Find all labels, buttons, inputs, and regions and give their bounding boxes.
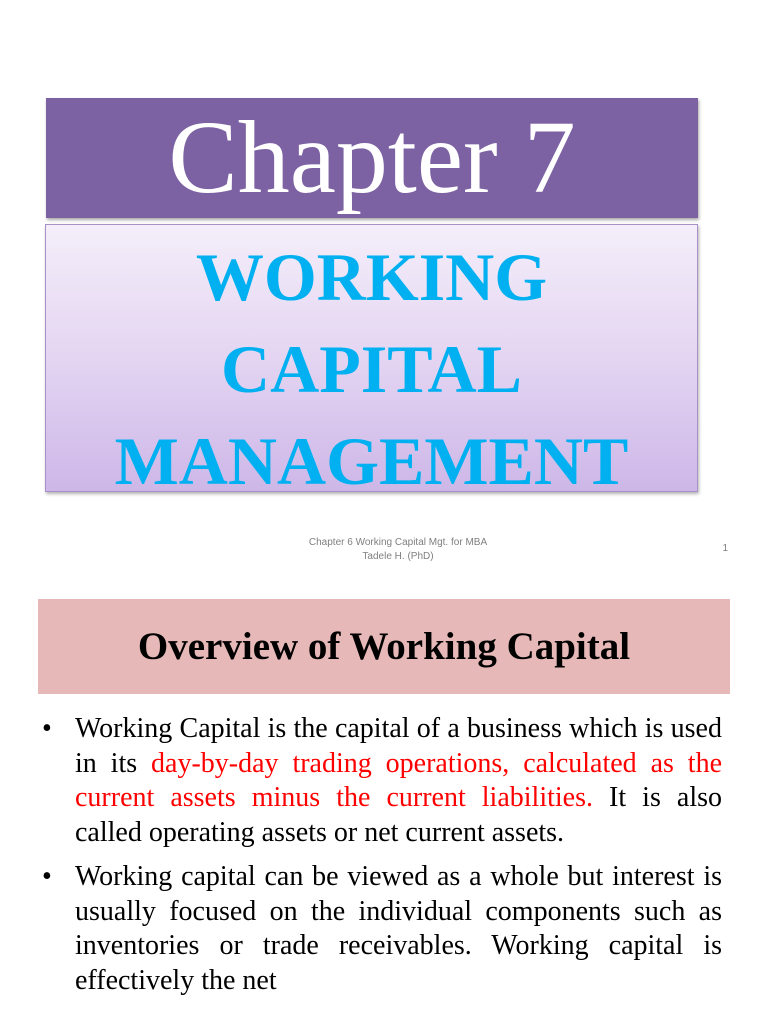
title-line-3: MANAGEMENT	[114, 423, 629, 499]
bullet-marker: •	[42, 861, 52, 892]
chapter-title-box	[45, 224, 698, 499]
bullet-marker: •	[42, 713, 52, 744]
chapter-label: Chapter 7	[168, 100, 576, 215]
highlighted-definition: day-by-day trading operations, calculated as the current assets minus the current liabilities.	[75, 747, 723, 813]
bullet-text: It is also called operating assets or net current assets.	[75, 782, 722, 848]
bullet-item	[40, 712, 722, 850]
bullet-text: Working capital can be viewed as a whole but interest is usually focused on the individual components such as inventories or trade receivables. Working capital is effectively the net	[75, 861, 722, 996]
bullet-item	[40, 860, 722, 998]
footer-line-1: Chapter 6 Working Capital Mgt. for MBA	[308, 537, 488, 548]
overview-title: Overview of Working Capital	[137, 625, 631, 668]
overview-title-box	[38, 599, 730, 694]
page-number: 1	[722, 543, 728, 554]
title-line-1: WORKING	[195, 239, 548, 315]
bullet-text: Working Capital is the capital of a business which is used in its	[75, 713, 722, 779]
chapter-banner	[46, 98, 698, 218]
title-line-2: CAPITAL	[221, 331, 522, 407]
slide-2	[0, 576, 768, 1024]
bullet-list	[40, 712, 722, 1008]
footer-line-2: Tadele H. (PhD)	[362, 551, 434, 562]
slide-footer	[220, 536, 576, 564]
